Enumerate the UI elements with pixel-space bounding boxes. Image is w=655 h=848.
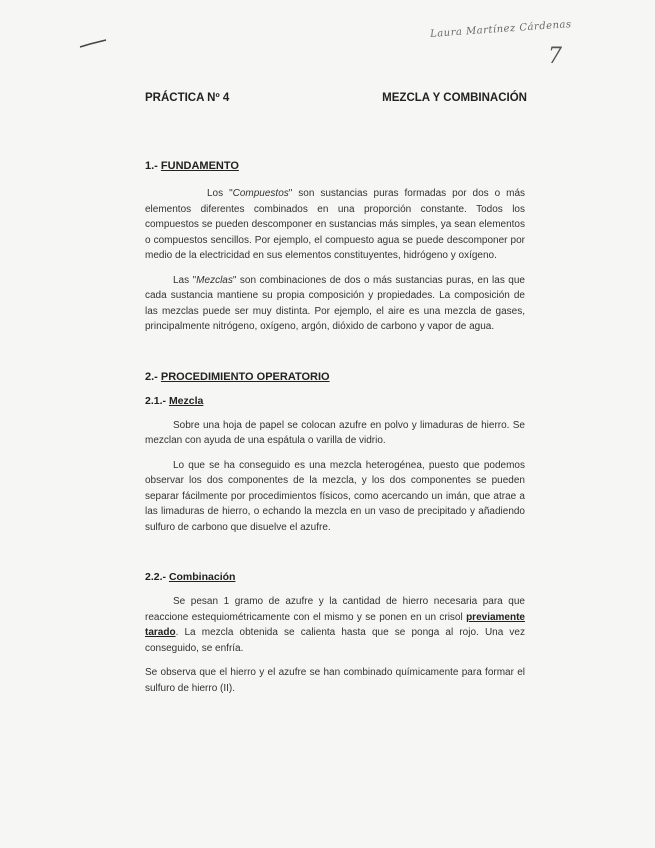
combinacion-paragraph-2: Se observa que el hierro y el azufre se han combinado químicamente para formar el sulfuro de hierro (II). [145,667,525,694]
mezcla-paragraph-2: Lo que se ha conseguido es una mezcla heterogénea, puesto que podemos observar los dos componentes de la mezcla, y los dos componentes se pueden separar fácilmente por procedimientos físicos, como acercando un imán, que atrae a las limaduras de hierro, o echando la mezcla en un vaso de precipitado y añadiendo sulfuro de carbono que disuelve el azufre. [145,459,525,533]
section-2-heading: 2.- PROCEDIMIENTO OPERATORIO [145,370,330,383]
subsection-2-2-heading: 2.2.- Combinación [145,571,236,583]
term-compuestos: Compuestos [232,188,289,199]
fundamento-paragraph-2: Las "Mezclas" son combinaciones de dos o más sustancias puras, en las que cada sustancia mantiene su propia composición y propiedades. La composición de las mezclas puede ser muy distinta. Por ejemplo, el aire es una mezcla de gases, principalmente nitrógeno, oxígeno, argón, dióxido de carbono y vapor de agua. [145,274,525,332]
section-1-heading: 1.- FUNDAMENTO [145,160,239,172]
subsection-2-1-title: Mezcla [168,394,204,407]
term-mezclas: Mezclas [196,274,233,286]
subsection-2-1-heading: 2.1.- Mezcla [145,394,204,407]
pen-mark-icon [78,38,108,50]
fundamento-paragraph-1: Los "Compuestos" son sustancias puras formadas por dos o más elementos diferentes combinados en una proporción constante. Todos los compuestos se pueden descomponer en sustancias más simples, ya sean elementos o compuestos sencillos. Por ejemplo, el compuesto agua se puede descomponer por medio de la electricidad en sus elementos constituyentes, hidrógeno y oxígeno. [145,188,526,261]
practice-number: PRÁCTICA Nº 4 [145,92,230,104]
page-header [145,92,527,104]
section-2-title: PROCEDIMIENTO OPERATORIO [160,370,330,383]
subsection-2-2-title: Combinación [168,571,236,583]
document-body [145,160,525,696]
combinacion-paragraph-1: Se pesan 1 gramo de azufre y la cantidad de hierro necesaria para que reaccione estequiométricamente con el mismo y se ponen en un crisol previamente tarado. La mezcla obtenida se calienta hasta que se ponga al rojo. Una vez conseguido, se enfría. [145,596,525,654]
mezcla-paragraph-1: Sobre una hoja de papel se colocan azufre en polvo y limaduras de hierro. Se mezclan con ayuda de una espátula o varilla de vidrio. [145,419,525,446]
previamente-tarado: previamente tarado [145,611,525,638]
practice-title: MEZCLA Y COMBINACIÓN [382,92,527,104]
section-1-title: FUNDAMENTO [160,160,239,172]
handwritten-name: Laura Martínez Cárdenas [429,19,572,40]
handwritten-grade: 7 [548,44,562,69]
